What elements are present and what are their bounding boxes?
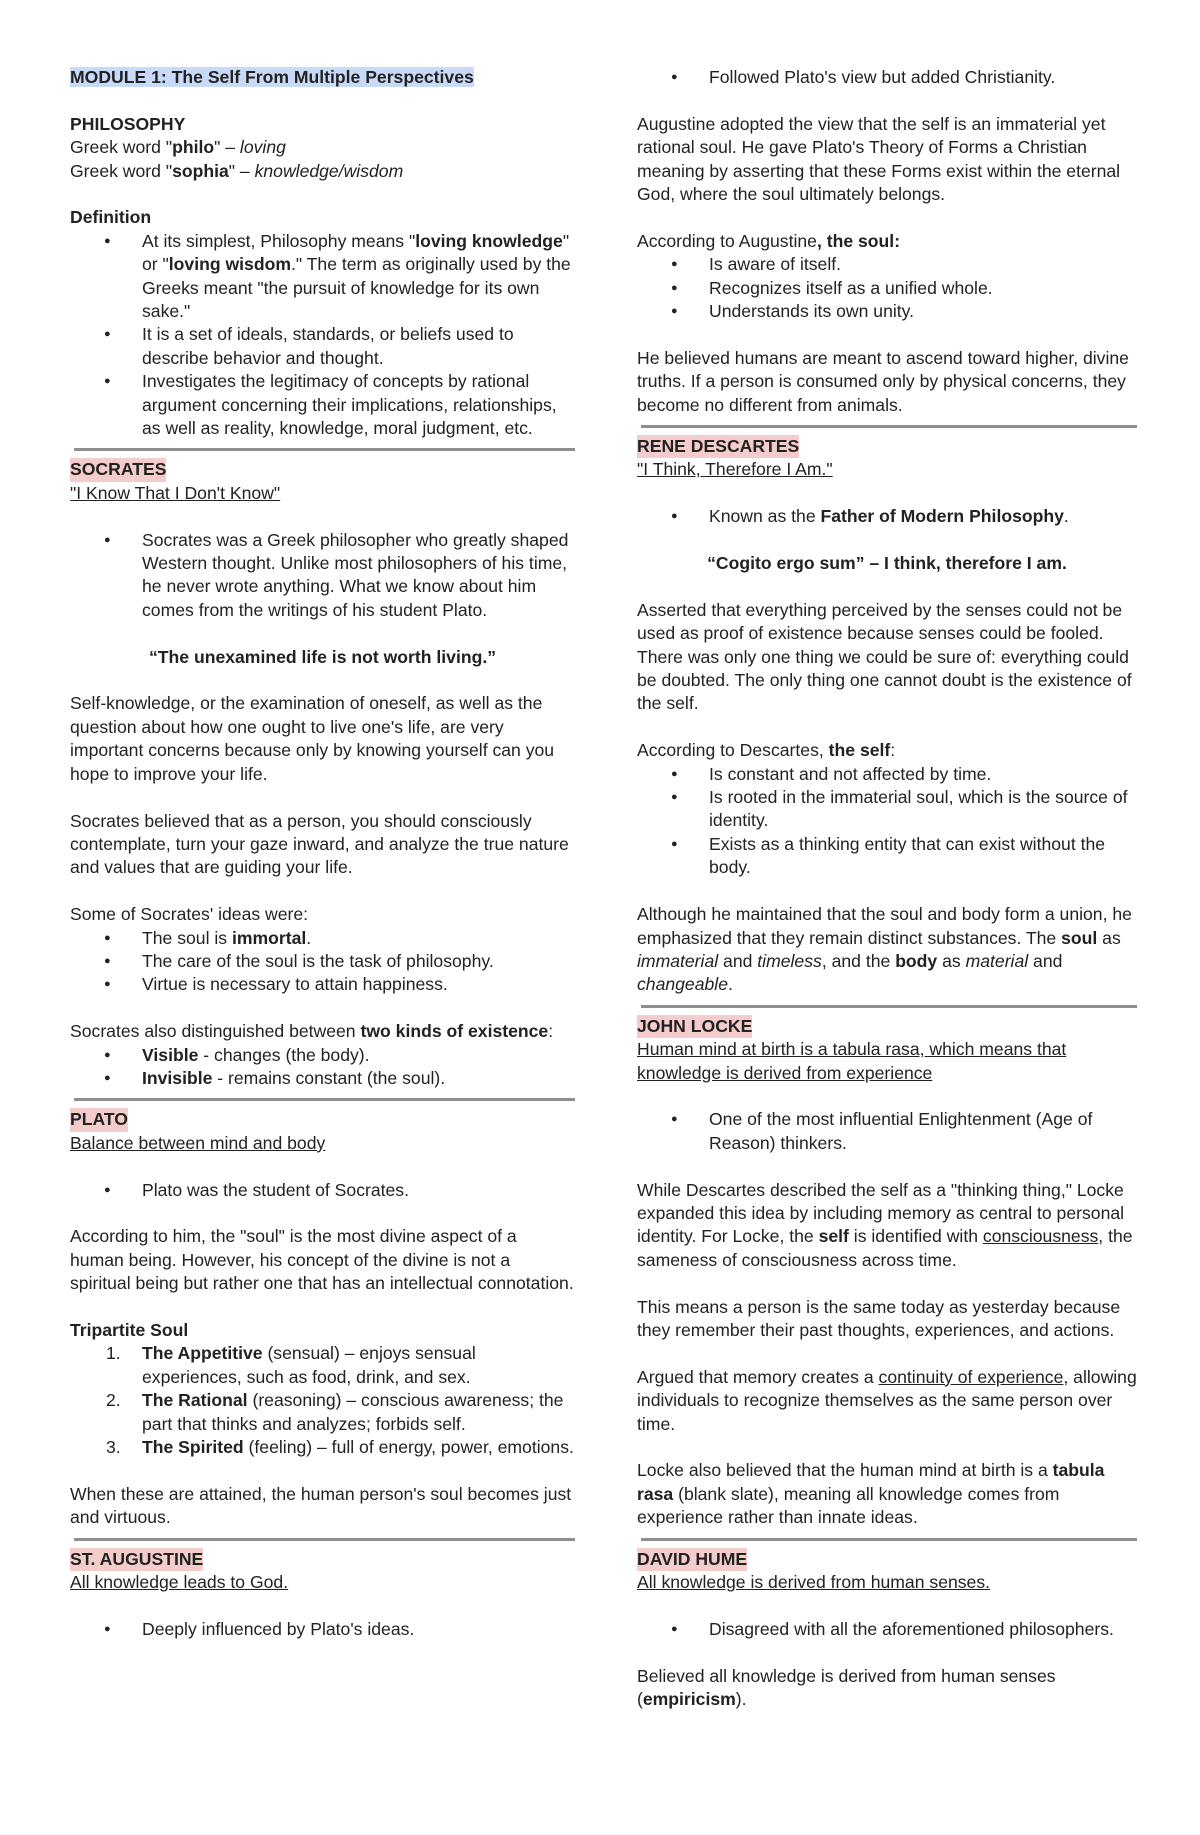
list-item: ● Investigates the legitimacy of concepts by rational argument concerning their implications, relationships, as well as reality, knowledge, moral judgment, etc. bbox=[70, 370, 575, 440]
hume-tagline: All knowledge is derived from human senses. bbox=[637, 1571, 991, 1592]
section-divider bbox=[641, 1538, 1137, 1541]
paragraph: Augustine adopted the view that the self is an immaterial yet rational soul. He gave Plato's Theory of Forms a Christian meaning by asserting that these Forms exist within the eternal God, where the soul ultimately belongs. bbox=[637, 113, 1121, 205]
section-divider bbox=[641, 1005, 1137, 1008]
paragraph: According to him, the "soul" is the most divine aspect of a human being. However, his concept of the divine is not a spiritual being but rather one that has an intellectual connotation. bbox=[70, 1226, 574, 1294]
list-item: 3. The Spirited (feeling) – full of energy, power, emotions. bbox=[106, 1436, 574, 1457]
locke-bullets bbox=[637, 1108, 1137, 1155]
list-item: ● Exists as a thinking entity that can exist without the body. bbox=[637, 833, 1137, 880]
socrates-heading: SOCRATES bbox=[70, 458, 575, 481]
hume-heading: DAVID HUME bbox=[637, 1548, 1137, 1571]
augustine-tagline: All knowledge leads to God. bbox=[70, 1572, 289, 1592]
augustine-heading: ST. AUGUSTINE bbox=[70, 1548, 575, 1571]
paragraph: This means a person is the same today as yesterday because they remember their past thoughts, experiences, and actions. bbox=[637, 1296, 1121, 1340]
list-item: ● The soul is immortal. bbox=[70, 927, 575, 950]
plato-heading: PLATO bbox=[70, 1108, 575, 1131]
locke-tagline: Human mind at birth is a tabula rasa, which means that knowledge is derived from experience bbox=[637, 1039, 1067, 1083]
descartes-tagline: "I Think, Therefore I Am." bbox=[637, 459, 833, 480]
definition-list bbox=[70, 230, 575, 441]
paragraph: While Descartes described the self as a "thinking thing," Locke expanded this idea by including memory as central to personal identity. For Locke, the self is identified with consciousness, the sameness of consciousness across time. bbox=[637, 1179, 1133, 1270]
socrates-ideas-list bbox=[70, 927, 575, 997]
section-divider bbox=[74, 1538, 575, 1541]
list-item: ● Understands its own unity. bbox=[637, 300, 1137, 323]
descartes-self-list bbox=[637, 763, 1137, 880]
list-item: ● Plato was the student of Socrates. bbox=[70, 1179, 575, 1202]
augustine-bullets bbox=[70, 1618, 575, 1641]
right-column bbox=[637, 66, 1137, 1711]
list-item: ● One of the most influential Enlightenment (Age of Reason) thinkers. bbox=[637, 1108, 1137, 1155]
module-title: MODULE 1: The Self From Multiple Perspectives bbox=[70, 67, 474, 87]
descartes-bullets bbox=[637, 505, 1137, 528]
paragraph: He believed humans are meant to ascend toward higher, divine truths. If a person is consumed only by physical concerns, they become no different from animals. bbox=[637, 347, 1129, 415]
plato-bullets bbox=[70, 1179, 575, 1202]
augustine-bullets-cont bbox=[637, 66, 1137, 89]
descartes-quote: “Cogito ergo sum” – I think, therefore I am. bbox=[707, 553, 1067, 574]
list-item: ● The care of the soul is the task of philosophy. bbox=[70, 950, 575, 973]
paragraph: Although he maintained that the soul and body form a union, he emphasized that they remain distinct substances. The soul as immaterial and timeless, and the body as material and changeable. bbox=[637, 904, 1132, 995]
socrates-quote: “The unexamined life is not worth living.” bbox=[148, 646, 497, 667]
plato-tagline: Balance between mind and body bbox=[70, 1132, 326, 1153]
philosophy-heading: PHILOSOPHY bbox=[70, 113, 186, 134]
paragraph: Locke also believed that the human mind at birth is a tabula rasa (blank slate), meaning all knowledge comes from experience rather than innate ideas. bbox=[637, 1460, 1105, 1528]
tripartite-list bbox=[70, 1342, 575, 1459]
list-item: ● Recognizes itself as a unified whole. bbox=[637, 277, 1137, 300]
list-item: ● Known as the Father of Modern Philosophy. bbox=[637, 505, 1137, 528]
paragraph: Socrates also distinguished between two kinds of existence: bbox=[70, 1021, 554, 1042]
list-item: ● Followed Plato's view but added Christianity. bbox=[637, 66, 1137, 89]
paragraph: Self-knowledge, or the examination of oneself, as well as the question about how one ought to live one's life, are very important concerns because only by knowing yourself can you hope to improve your life. bbox=[70, 693, 555, 784]
list-item: ● Invisible - remains constant (the soul). bbox=[70, 1067, 575, 1090]
section-divider bbox=[74, 1098, 575, 1101]
definition-heading: Definition bbox=[70, 207, 152, 228]
paragraph: According to Augustine, the soul: bbox=[637, 230, 901, 251]
list-item: ● Visible - changes (the body). bbox=[70, 1044, 575, 1067]
paragraph: According to Descartes, the self: bbox=[637, 740, 896, 761]
paragraph: Some of Socrates' ideas were: bbox=[70, 904, 309, 925]
hume-bullets bbox=[637, 1618, 1137, 1641]
list-item: ● Is constant and not affected by time. bbox=[637, 763, 1137, 786]
descartes-heading: RENE DESCARTES bbox=[637, 435, 1137, 458]
augustine-soul-list bbox=[637, 253, 1137, 323]
list-item: 2. The Rational (reasoning) – conscious awareness; the part that thinks and analyzes; forbids self. bbox=[106, 1390, 564, 1434]
greek-word-sophia: Greek word "sophia" – knowledge/wisdom bbox=[70, 160, 404, 181]
locke-heading: JOHN LOCKE bbox=[637, 1015, 1137, 1038]
list-item: 1. The Appetitive (sensual) – enjoys sensual experiences, such as food, drink, and sex. bbox=[106, 1343, 476, 1387]
list-item: ● Virtue is necessary to attain happiness. bbox=[70, 973, 575, 996]
socrates-tagline: "I Know That I Don't Know" bbox=[70, 482, 281, 503]
existence-list bbox=[70, 1044, 575, 1091]
list-item: ● Socrates was a Greek philosopher who greatly shaped Western thought. Unlike most philosophers of his time, he never wrote anything. What we know about him comes from the writings of his student Plato. bbox=[70, 529, 575, 623]
list-item: ● Disagreed with all the aforementioned philosophers. bbox=[637, 1618, 1137, 1641]
list-item: ● It is a set of ideals, standards, or beliefs used to describe behavior and thought. bbox=[70, 323, 575, 370]
paragraph: Argued that memory creates a continuity of experience, allowing individuals to recognize themselves as the same person over time. bbox=[637, 1366, 1137, 1434]
tripartite-heading: Tripartite Soul bbox=[70, 1319, 189, 1340]
list-item: ● Is rooted in the immaterial soul, which is the source of identity. bbox=[637, 786, 1137, 833]
list-item: ● Is aware of itself. bbox=[637, 253, 1137, 276]
left-column bbox=[70, 66, 575, 1641]
paragraph: Socrates believed that as a person, you should consciously contemplate, turn your gaze inward, and analyze the true nature and values that are guiding your life. bbox=[70, 810, 569, 878]
paragraph: Believed all knowledge is derived from human senses (empiricism). bbox=[637, 1665, 1056, 1709]
list-item: ● Deeply influenced by Plato's ideas. bbox=[70, 1618, 575, 1641]
section-divider bbox=[74, 448, 575, 451]
socrates-bullets bbox=[70, 529, 575, 623]
section-divider bbox=[641, 425, 1137, 428]
paragraph: When these are attained, the human person's soul becomes just and virtuous. bbox=[70, 1483, 572, 1528]
list-item: ● At its simplest, Philosophy means "loving knowledge" or "loving wisdom." The term as originally used by the Greeks meant "the pursuit of knowledge for its own sake." bbox=[70, 230, 575, 324]
greek-word-philo: Greek word "philo" – loving bbox=[70, 137, 286, 158]
paragraph: Asserted that everything perceived by the senses could not be used as proof of existence because senses could be fooled. There was only one thing we could be sure of: everything could be doubted. The only thing one cannot doubt is the existence of the self. bbox=[637, 599, 1132, 714]
